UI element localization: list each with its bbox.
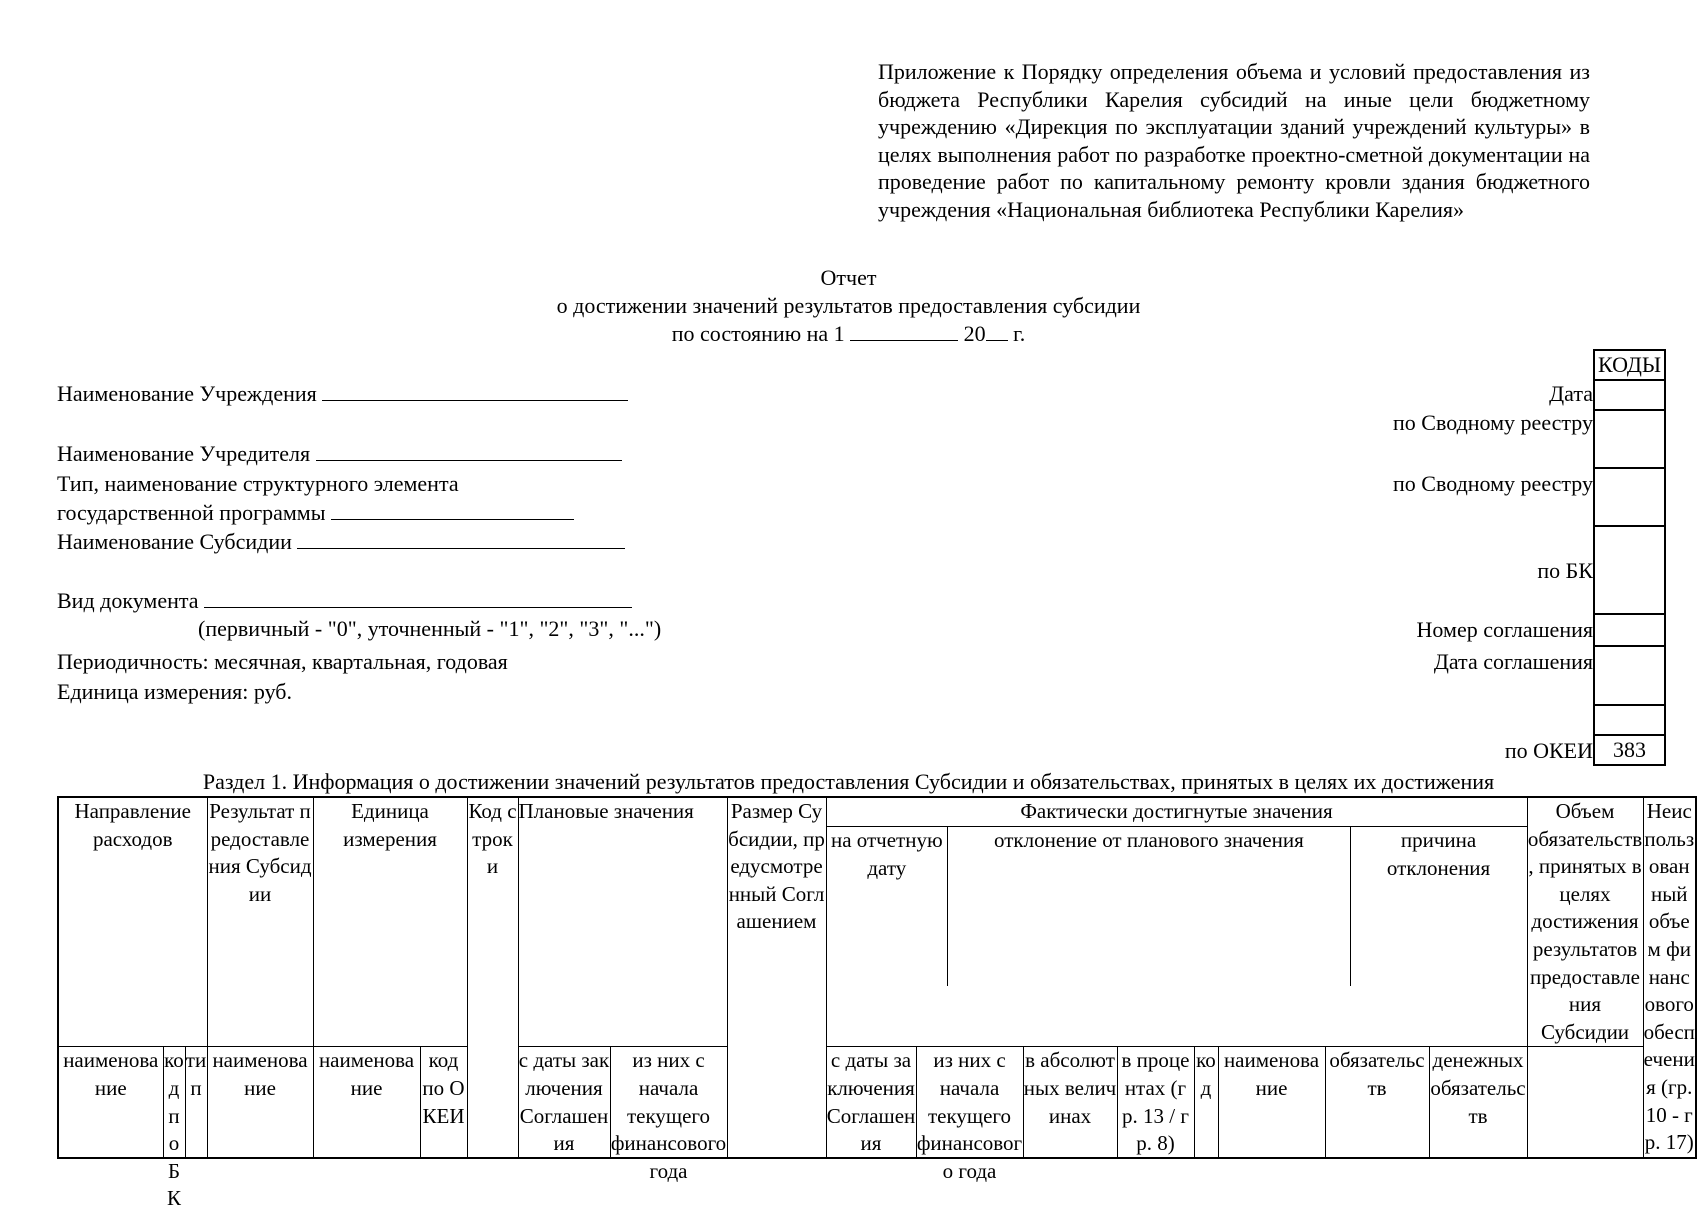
field-program-element-label: государственной программы — [57, 500, 326, 525]
results-table — [57, 796, 1697, 1211]
field-subsidy-blank[interactable] — [297, 528, 625, 549]
label-consolidated-registry-2: по Сводному реестру — [1393, 471, 1593, 496]
label-agreement-date: Дата соглашения — [1433, 649, 1593, 674]
col-direction: Направление расходов — [58, 797, 207, 1047]
code-okei-cell: 383 — [1594, 735, 1665, 765]
sub-result-name: наименование — [212, 1048, 308, 1100]
field-founder-label: Наименование Учредителя — [57, 441, 311, 466]
col-actual: Фактически достигнутые значения — [827, 798, 1527, 827]
code-registry-1-cell[interactable] — [1594, 410, 1665, 468]
code-date-cell[interactable] — [1594, 380, 1665, 410]
sub-percent: в процентах (гр. 13 / гр. 8) — [1121, 1048, 1190, 1156]
field-founder — [57, 440, 622, 468]
sub-absolute: в абсолютных величинах — [1023, 1048, 1117, 1128]
col-unused: Неиспользованный объем финансового обеспечения (гр. 10 - гр. 17) — [1643, 797, 1696, 1158]
field-doc-type-blank[interactable] — [204, 587, 632, 608]
field-founder-blank[interactable] — [316, 440, 622, 461]
field-institution — [57, 380, 628, 408]
field-subsidy — [57, 528, 625, 556]
as-of-prefix: по состоянию на 1 — [671, 321, 845, 346]
field-program-element-blank[interactable] — [331, 499, 574, 520]
codes-header: КОДЫ — [1594, 350, 1665, 380]
sub-actual-since-fy: из них с начала текущего финансового года — [916, 1048, 1023, 1183]
sub-direction-name: наименование — [63, 1048, 159, 1100]
code-empty-cell[interactable] — [1594, 705, 1665, 735]
report-title: Отчет — [820, 265, 877, 290]
col-actual-subheaders — [827, 827, 1527, 986]
label-date: Дата — [1549, 381, 1593, 406]
doc-type-hint: (первичный - "0", уточненный - "1", "2", "3", "...") — [198, 616, 662, 641]
sub-planned-since-fy: из них с начала текущего финансового года — [610, 1048, 727, 1183]
unit-of-measure: Единица измерения: руб. — [57, 679, 292, 704]
col-subsidy-size: Размер Субсидии, предусмотренный Соглашением — [727, 797, 826, 1158]
year-prefix: 20 — [963, 321, 986, 346]
col-unit: Единица измерения — [313, 797, 467, 1047]
field-institution-label: Наименование Учреждения — [57, 381, 317, 406]
sub-type: тип — [185, 1048, 207, 1100]
sub-unit-name: наименование — [318, 1048, 415, 1100]
appendix-note-text: Приложение к Порядку определения объема и условий предоставления из бюджета Республики Карелия субсидий на иные цели бюджетному учреждению «Дирекция по эксплуатации зданий учреждений культуры» в целях выполнения работ по разработке проектно-сметной документации на проведение работ по капитальному ремонту кровли здания бюджетного учреждения «Национальная библиотека Республики Карелия» — [878, 59, 1590, 222]
sub-monetary: денежных обязательств — [1430, 1048, 1526, 1128]
field-institution-blank[interactable] — [322, 380, 628, 401]
sub-code-bk: код по БК — [164, 1048, 184, 1211]
sub-planned-since-agreement: с даты заключения Соглашения — [518, 1048, 610, 1156]
sub-actual-since-agreement: с даты заключения Соглашения — [826, 1048, 916, 1156]
sub-reason-name: наименование — [1223, 1048, 1320, 1100]
year-suffix: г. — [1013, 321, 1026, 346]
code-bk-cell[interactable] — [1594, 526, 1665, 614]
report-as-of — [0, 320, 1697, 348]
sub-reason-code: код — [1196, 1048, 1216, 1100]
col-deviation: отклонение от планового значения — [948, 827, 1351, 986]
label-agreement-number: Номер соглашения — [1416, 617, 1593, 642]
col-on-date: на отчетную дату — [827, 827, 948, 986]
field-doc-type — [57, 587, 632, 615]
label-bk: по БК — [1537, 558, 1593, 583]
section-title: Раздел 1. Информация о достижении значений результатов предоставления Субсидии и обязательствах, принятых в целях их достижения — [202, 769, 1495, 794]
col-result: Результат предоставления Субсидии — [207, 797, 313, 1047]
sub-obligations: обязательств — [1329, 1048, 1425, 1100]
label-consolidated-registry-1: по Сводному реестру — [1393, 410, 1593, 435]
as-of-date-blank[interactable] — [850, 320, 958, 341]
field-program-element-line1: Тип, наименование структурного элемента — [57, 471, 459, 496]
codes-table — [1593, 349, 1666, 766]
periodicity: Периодичность: месячная, квартальная, годовая — [57, 649, 508, 674]
report-subtitle: о достижении значений результатов предоставления субсидии — [556, 293, 1141, 318]
code-agreement-date-cell[interactable] — [1594, 646, 1665, 705]
sub-okei-code: код по ОКЕИ — [422, 1048, 465, 1128]
field-subsidy-label: Наименование Субсидии — [57, 529, 292, 554]
year-blank[interactable] — [986, 320, 1008, 341]
field-doc-type-label: Вид документа — [57, 588, 199, 613]
col-reason: причина отклонения — [1386, 828, 1491, 880]
col-row-code: Код строки — [467, 797, 518, 1158]
code-registry-2-cell[interactable] — [1594, 468, 1665, 526]
col-planned: Плановые значения — [518, 797, 727, 1047]
code-agreement-number-cell[interactable] — [1594, 614, 1665, 646]
col-obligations: Объем обязательств, принятых в целях достижения результатов предоставления Субсидии — [1527, 797, 1643, 1047]
field-program-element — [57, 499, 574, 527]
col-actual-group — [826, 797, 1527, 1047]
appendix-note — [878, 58, 1590, 224]
label-okei: по ОКЕИ — [1504, 738, 1593, 763]
